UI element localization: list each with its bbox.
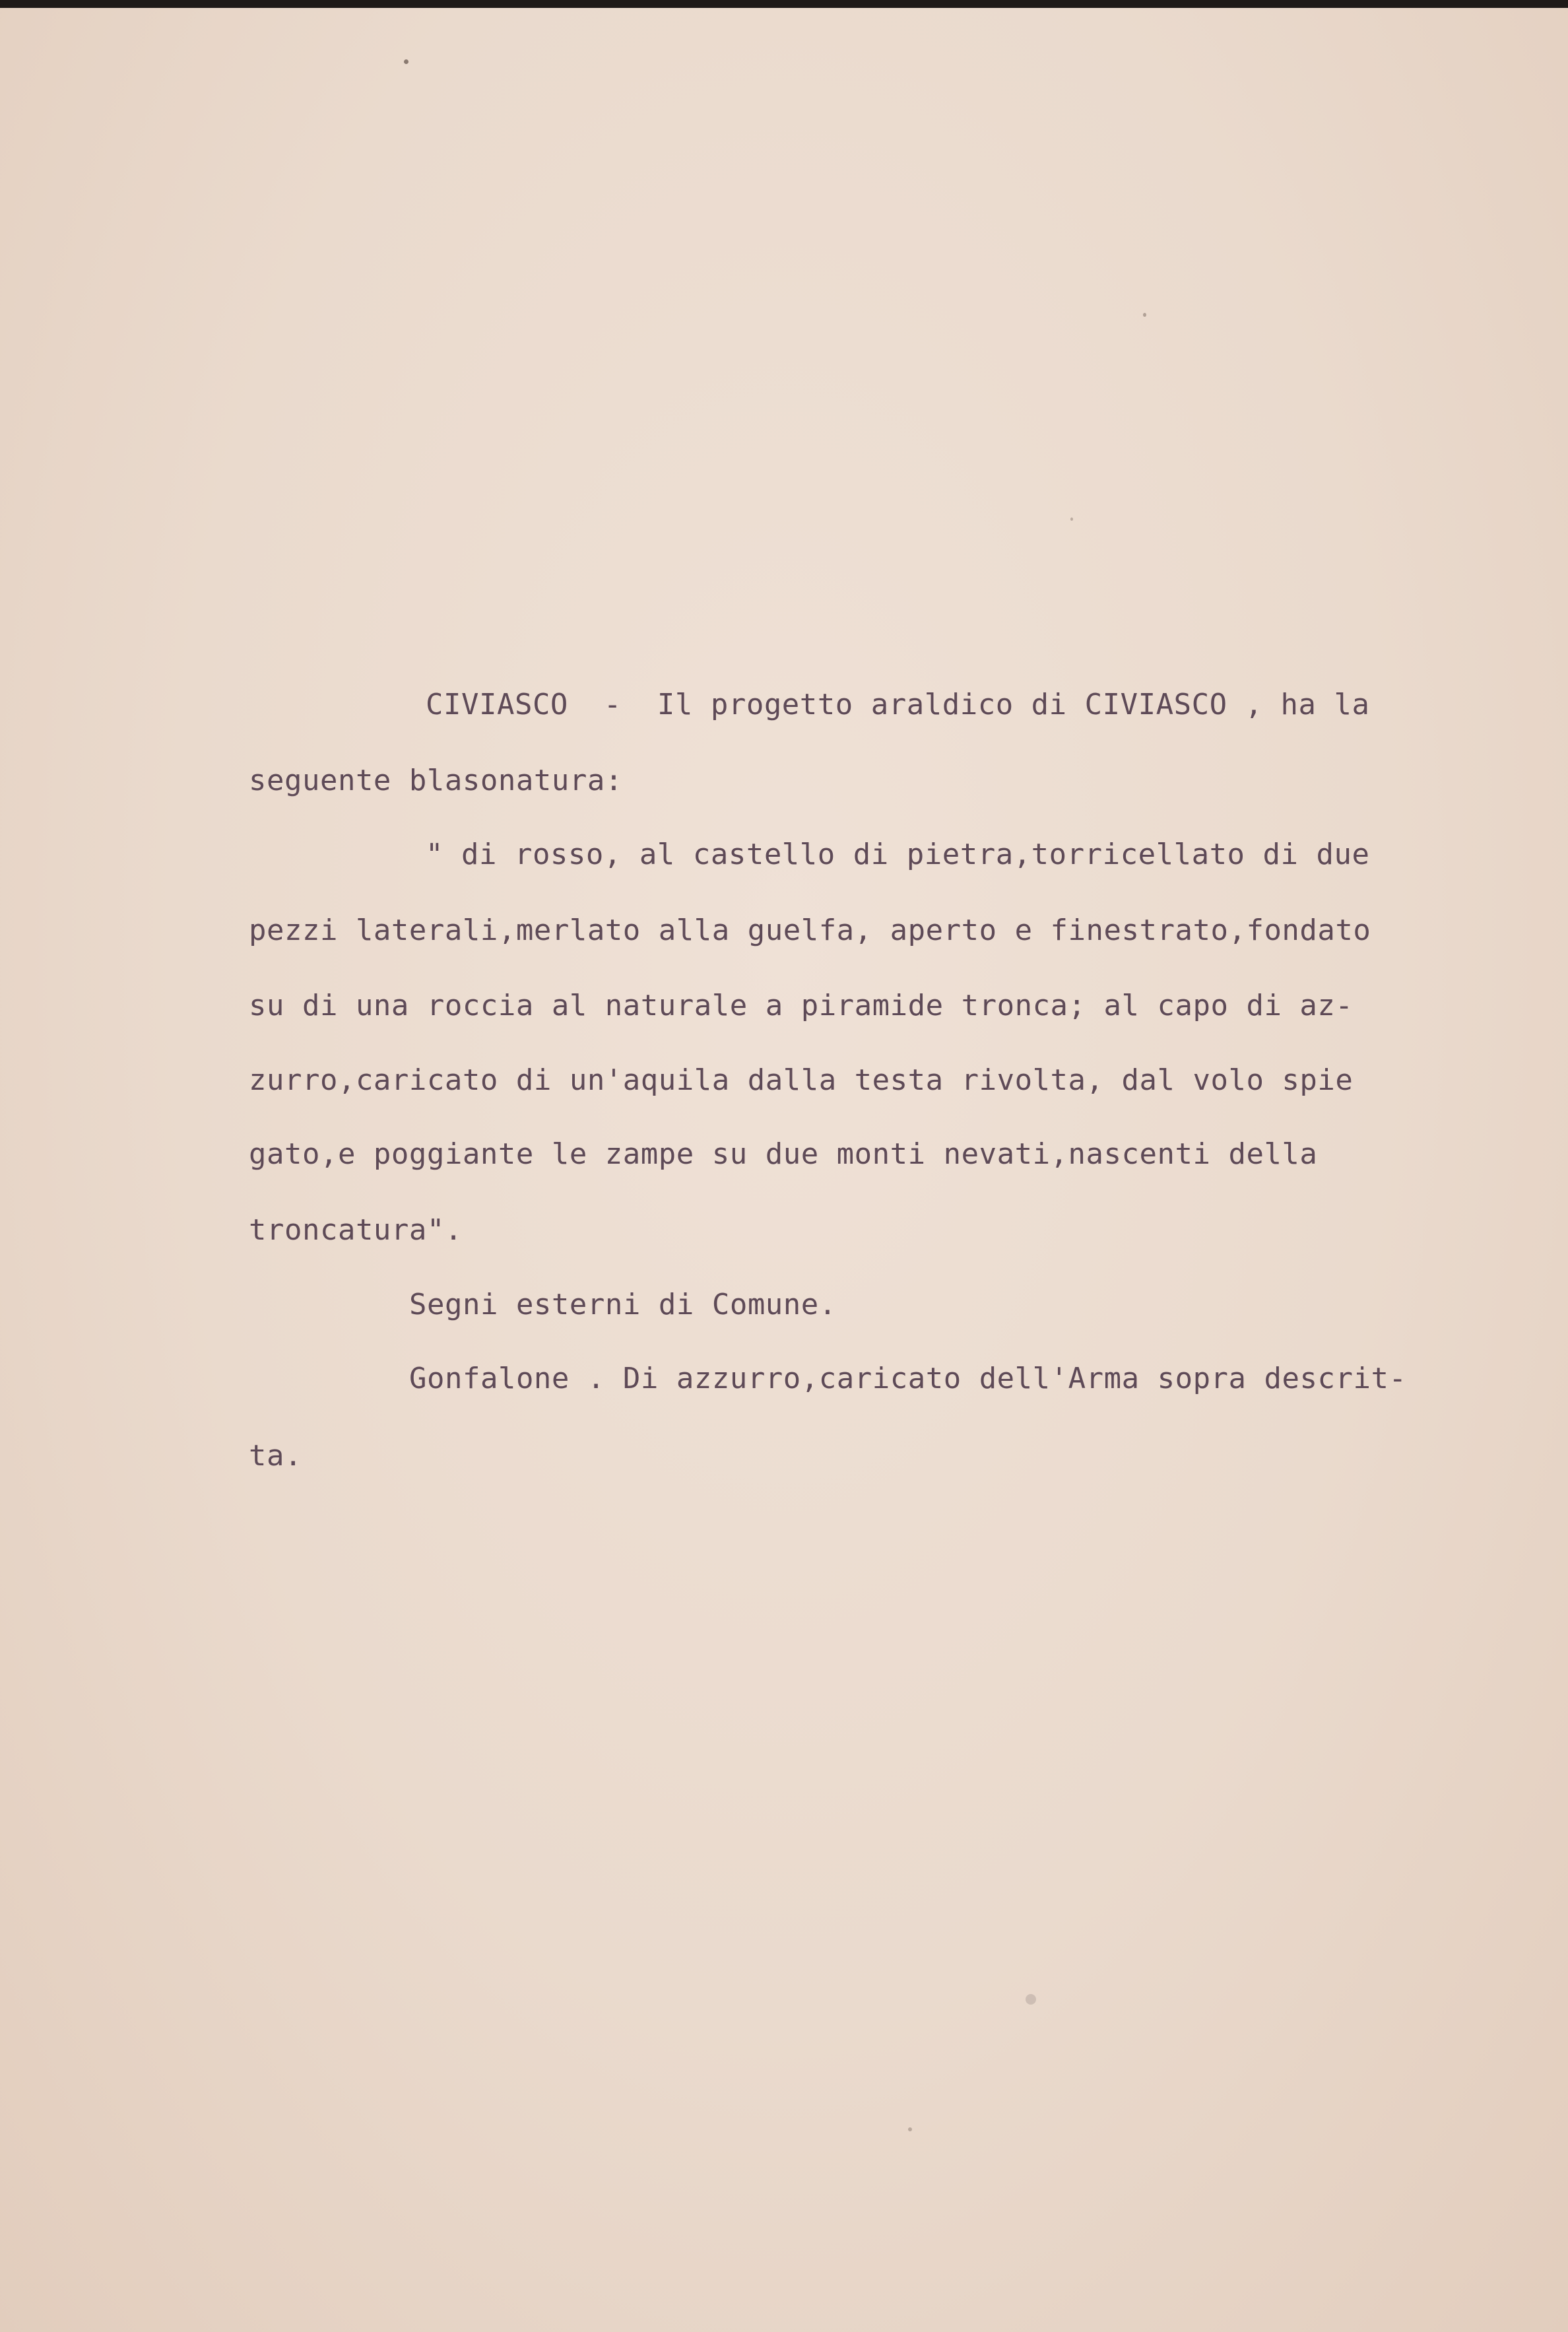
text-line-10: Gonfalone . Di azzurro,caricato dell'Arma sopra descrit- <box>409 1362 1407 1395</box>
text-line-4: pezzi laterali,merlato alla guelfa, aperto e finestrato,fondato <box>249 914 1371 947</box>
paper-speck <box>908 2127 912 2131</box>
paper-speck <box>1143 313 1146 317</box>
text-line-1: CIVIASCO - Il progetto araldico di CIVIASCO , ha la <box>426 688 1370 721</box>
text-line-7: gato,e poggiante le zampe su due monti nevati,nascenti della <box>249 1137 1318 1171</box>
scan-top-edge <box>0 0 1568 8</box>
text-line-11: ta. <box>249 1439 302 1473</box>
text-line-6: zurro,caricato di un'aquila dalla testa rivolta, dal volo spie <box>249 1063 1354 1097</box>
text-line-9: Segni esterni di Comune. <box>409 1288 837 1321</box>
text-line-5: su di una roccia al naturale a piramide tronca; al capo di az- <box>249 989 1354 1022</box>
text-line-8: troncatura". <box>249 1213 463 1247</box>
paper-speck <box>1026 1994 1036 2005</box>
paper-speck <box>404 59 408 64</box>
paper-speck <box>1070 517 1073 521</box>
text-line-3: " di rosso, al castello di pietra,torricellato di due <box>426 838 1370 871</box>
text-line-2: seguente blasonatura: <box>249 764 623 797</box>
